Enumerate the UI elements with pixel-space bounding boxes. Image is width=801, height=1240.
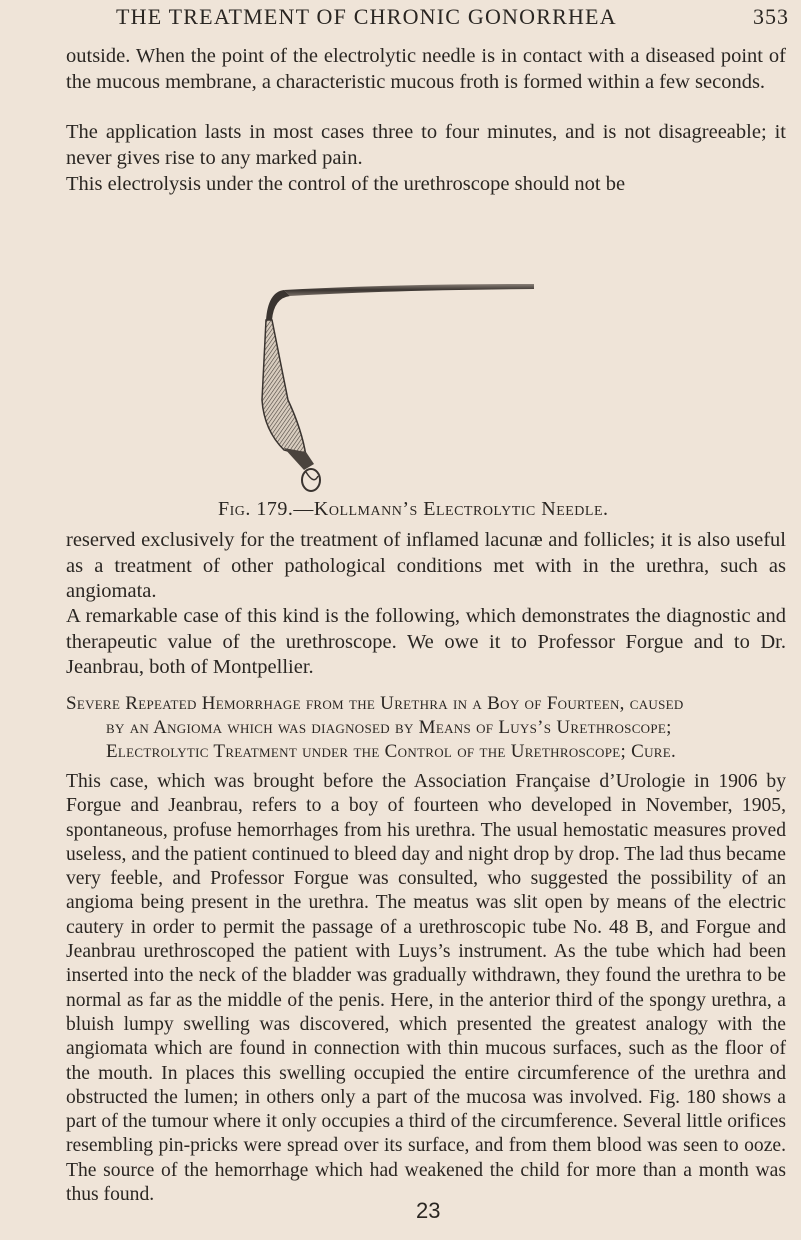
running-header xyxy=(116,4,789,30)
paragraph-5: A remarkable case of this kind is the following, which demonstrates the diagnostic and therapeutic value of the urethroscope. We owe it to Professor Forgue and to Dr. Jeanbrau, both of Montpellier. xyxy=(66,605,786,678)
case-heading xyxy=(66,692,786,764)
paragraph-3: This electrolysis under the control of the urethroscope should not be xyxy=(66,173,626,195)
page-number: 353 xyxy=(753,4,789,29)
case-heading-line-1: Severe Repeated Hemorrhage from the Urethra in a Boy of Fourteen, caused xyxy=(66,693,684,714)
paragraph-2: The application lasts in most cases three to four minutes, and is not disagreeable; it never gives rise to any marked pain. xyxy=(66,121,786,169)
needle-illustration xyxy=(244,280,544,495)
figure-caption: Fig. 179.—Kollmann’s Electrolytic Needle. xyxy=(218,498,609,520)
case-heading-line-2: by an Angioma which was diagnosed by Means of Luys’s Urethroscope; xyxy=(106,717,672,738)
case-heading-line-3: Electrolytic Treatment under the Control of the Urethroscope; Cure. xyxy=(106,741,677,762)
paragraph-4: reserved exclusively for the treatment of inflamed lacunæ and follicles; it is also useful as a treatment of other pathological conditions met with in the urethra, such as angiomata. xyxy=(66,529,786,602)
electrolytic-needle-figure xyxy=(244,280,544,495)
running-title: THE TREATMENT OF CHRONIC GONORRHEA xyxy=(116,4,617,29)
paragraph-6: This case, which was brought before the Association Française d’Urologie in 1906 by Forgue and Jeanbrau, refers to a boy of fourteen who developed in November, 1905, spontaneous, profuse hemorrhages from his urethra. The usual hemostatic measures proved useless, and the patient continued to bleed day and night drop by drop. The lad thus became very feeble, and Professor Forgue was consulted, who suggested the possibility of an angioma being present in the urethra. The meatus was slit open by means of the electric cautery in order to permit the passage of a urethroscopic tube No. 48 B, and Forgue and Jeanbrau urethroscoped the patient with Luys’s instrument. As the tube which had been inserted into the neck of the bladder was gradually withdrawn, they found the urethra to be normal as far as the middle of the penis. Here, in the anterior third of the spongy urethra, a bluish lumpy swelling was discovered, which presented the greatest analogy with the angiomata which are found in connection with thin mucous surfaces, such as the floor of the mouth. In places this swelling occupied the entire circumference of the urethra and obstructed the lumen; in others only a part of the mucosa was involved. Fig. 180 shows a part of the tumour where it only occupies a third of the circumference. Several little orifices resembling pin-pricks were spread over its surface, and from them blood was seen to ooze. The source of the hemorrhage which had weakened the child for more than a month was thus found. xyxy=(66,771,786,1206)
paragraph-1: outside. When the point of the electrolytic needle is in contact with a diseased point of the mucous membrane, a characteristic mucous froth is formed within a few seconds. xyxy=(66,45,786,93)
signature-mark: 23 xyxy=(416,1198,441,1223)
